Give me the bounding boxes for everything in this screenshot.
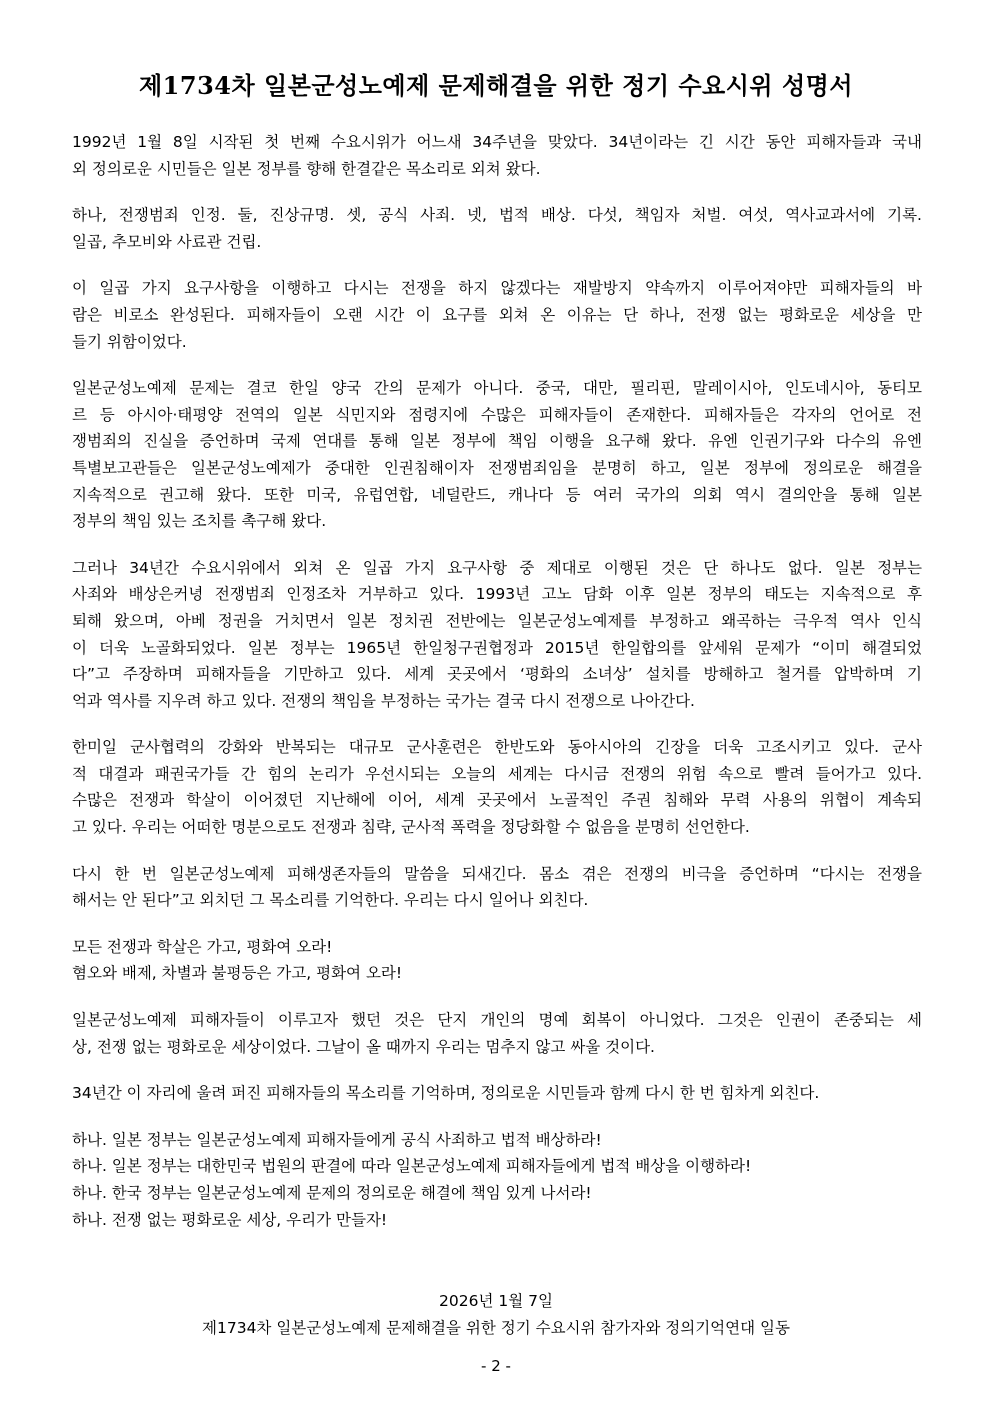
paragraph [72,129,922,182]
paragraph [72,555,922,715]
paragraph [72,861,922,914]
paragraph [72,275,922,355]
text-line: 억과 역사를 지우려 하고 있다. 전쟁의 책임을 부정하는 국가는 결국 다시 전쟁으로 나아간다. [72,691,695,710]
text-line: 이 더욱 노골화되었다. 일본 정부는 1965년 한일청구권협정과 2015년 한일합의를 앞세워 문제가 “이미 해결되었 [72,638,922,657]
statement-body [72,129,922,1253]
text-line: 일본군성노예제 피해자들이 이루고자 했던 것은 단지 개인의 명예 회복이 아니었다. 그것은 인권이 존중되는 세 [72,1011,922,1030]
text-line: 다”고 주장하며 피해자들을 기만하고 있다. 세계 곳곳에서 ‘평화의 소녀상’ 설치를 방해하고 철거를 압박하며 기 [72,665,922,684]
document-footer [0,1288,992,1342]
text-line: 퇴해 왔으며, 아베 정권을 거치면서 일본 정치권 전반에는 일본군성노예제를 부정하고 왜곡하는 극우적 역사 인식 [72,611,922,630]
text-line: 특별보고관들은 일본군성노예제가 중대한 인권침해이자 전쟁범죄임을 분명히 하고, 일본 정부에 정의로운 해결을 [72,458,922,477]
page-number: - 2 - [481,1357,511,1375]
text-line: 쟁범죄의 진실을 증언하며 국제 연대를 통해 일본 정부에 책임 이행을 요구해 왔다. 유엔 인권기구와 다수의 유엔 [72,432,922,451]
text-line: 람은 비로소 완성된다. 피해자들이 오랜 시간 이 요구를 외쳐 온 이유는 단 하나, 전쟁 없는 평화로운 세상을 만 [72,305,922,324]
text-line: 해서는 안 된다”고 외치던 그 목소리를 기억한다. 우리는 다시 일어나 외친다. [72,891,589,910]
text-line: 하나. 일본 정부는 일본군성노예제 피해자들에게 공식 사죄하고 법적 배상하라! [72,1130,602,1149]
paragraph [72,1127,922,1233]
text-line: 그러나 34년간 수요시위에서 외쳐 온 일곱 가지 요구사항 중 제대로 이행된 것은 단 하나도 없다. 일본 정부는 [72,558,922,577]
text-line: 하나, 전쟁범죄 인정. 둘, 진상규명. 셋, 공식 사죄. 넷, 법적 배상. 다섯, 책임자 처벌. 여섯, 역사교과서에 기록. [72,206,922,225]
text-line: 하나. 일본 정부는 대한민국 법원의 판결에 따라 일본군성노예제 피해자들에게 법적 배상을 이행하라! [72,1157,752,1176]
text-line: 수많은 전쟁과 학살이 이어졌던 지난해에 이어, 세계 곳곳에서 노골적인 주권 침해와 무력 사용의 위협이 계속되 [72,791,922,810]
text-line: 1992년 1월 8일 시작된 첫 번째 수요시위가 어느새 34주년을 맞았다. 34년이라는 긴 시간 동안 피해자들과 국내 [72,133,922,151]
text-line: 하나. 한국 정부는 일본군성노예제 문제의 정의로운 해결에 책임 있게 나서라! [72,1184,592,1202]
text-line: 34년간 이 자리에 울려 퍼진 피해자들의 목소리를 기억하며, 정의로운 시민들과 함께 다시 한 번 힘차게 외친다. [72,1084,820,1103]
text-line: 혐오와 배제, 차별과 불평등은 가고, 평화여 오라! [72,964,403,983]
text-line: 르 등 아시아·태평양 전역의 일본 식민지와 점령지에 수많은 피해자들이 존재한다. 피해자들은 각자의 언어로 전 [72,405,922,424]
text-line: 상, 전쟁 없는 평화로운 세상이었다. 그날이 올 때까지 우리는 멈추지 않고 싸울 것이다. [72,1037,655,1056]
statement-date: 2026년 1월 7일 [439,1292,553,1310]
text-line: 들기 위함이었다. [72,332,187,351]
text-line: 고 있다. 우리는 어떠한 명분으로도 전쟁과 침략, 군사적 폭력을 정당화할 수 없음을 분명히 선언한다. [72,818,750,837]
text-line: 사죄와 배상은커녕 전쟁범죄 인정조차 거부하고 있다. 1993년 고노 담화 이후 일본 정부의 태도는 지속적으로 후 [72,585,922,604]
paragraph [72,1080,922,1107]
text-line: 한미일 군사협력의 강화와 반복되는 대규모 군사훈련은 한반도와 동아시아의 긴장을 더욱 고조시키고 있다. 군사 [72,738,922,757]
text-line: 정부의 책임 있는 조치를 촉구해 왔다. [72,512,327,531]
paragraph [72,934,922,987]
text-line: 지속적으로 권고해 왔다. 또한 미국, 유럽연합, 네덜란드, 캐나다 등 여러 국가의 의회 역시 결의안을 통해 일본 [72,485,922,504]
paragraph [72,375,922,535]
paragraph [72,1007,922,1060]
text-line: 다시 한 번 일본군성노예제 피해생존자들의 말씀을 되새긴다. 몸소 겪은 전쟁의 비극을 증언하며 “다시는 전쟁을 [72,864,922,883]
document-title: 제1734차 일본군성노예제 문제해결을 위한 정기 수요시위 성명서 [138,71,854,100]
text-line: 외 정의로운 시민들은 일본 정부를 향해 한결같은 목소리로 외쳐 왔다. [72,159,541,178]
statement-signer: 제1734차 일본군성노예제 문제해결을 위한 정기 수요시위 참가자와 정의기억연대 일동 [202,1319,790,1337]
paragraph [72,202,922,255]
text-line: 일곱, 추모비와 사료관 건립. [72,232,262,251]
text-line: 일본군성노예제 문제는 결코 한일 양국 간의 문제가 아니다. 중국, 대만, 필리핀, 말레이시아, 인도네시아, 동티모 [72,379,922,398]
paragraph [72,734,922,840]
text-line: 모든 전쟁과 학살은 가고, 평화여 오라! [72,937,333,956]
text-line: 이 일곱 가지 요구사항을 이행하고 다시는 전쟁을 하지 않겠다는 재발방지 약속까지 이루어져야만 피해자들의 바 [72,279,922,298]
text-line: 하나. 전쟁 없는 평화로운 세상, 우리가 만들자! [72,1210,388,1229]
text-line: 적 대결과 패권국가들 간 힘의 논리가 우선시되는 오늘의 세계는 다시금 전쟁의 위험 속으로 빨려 들어가고 있다. [72,764,922,783]
